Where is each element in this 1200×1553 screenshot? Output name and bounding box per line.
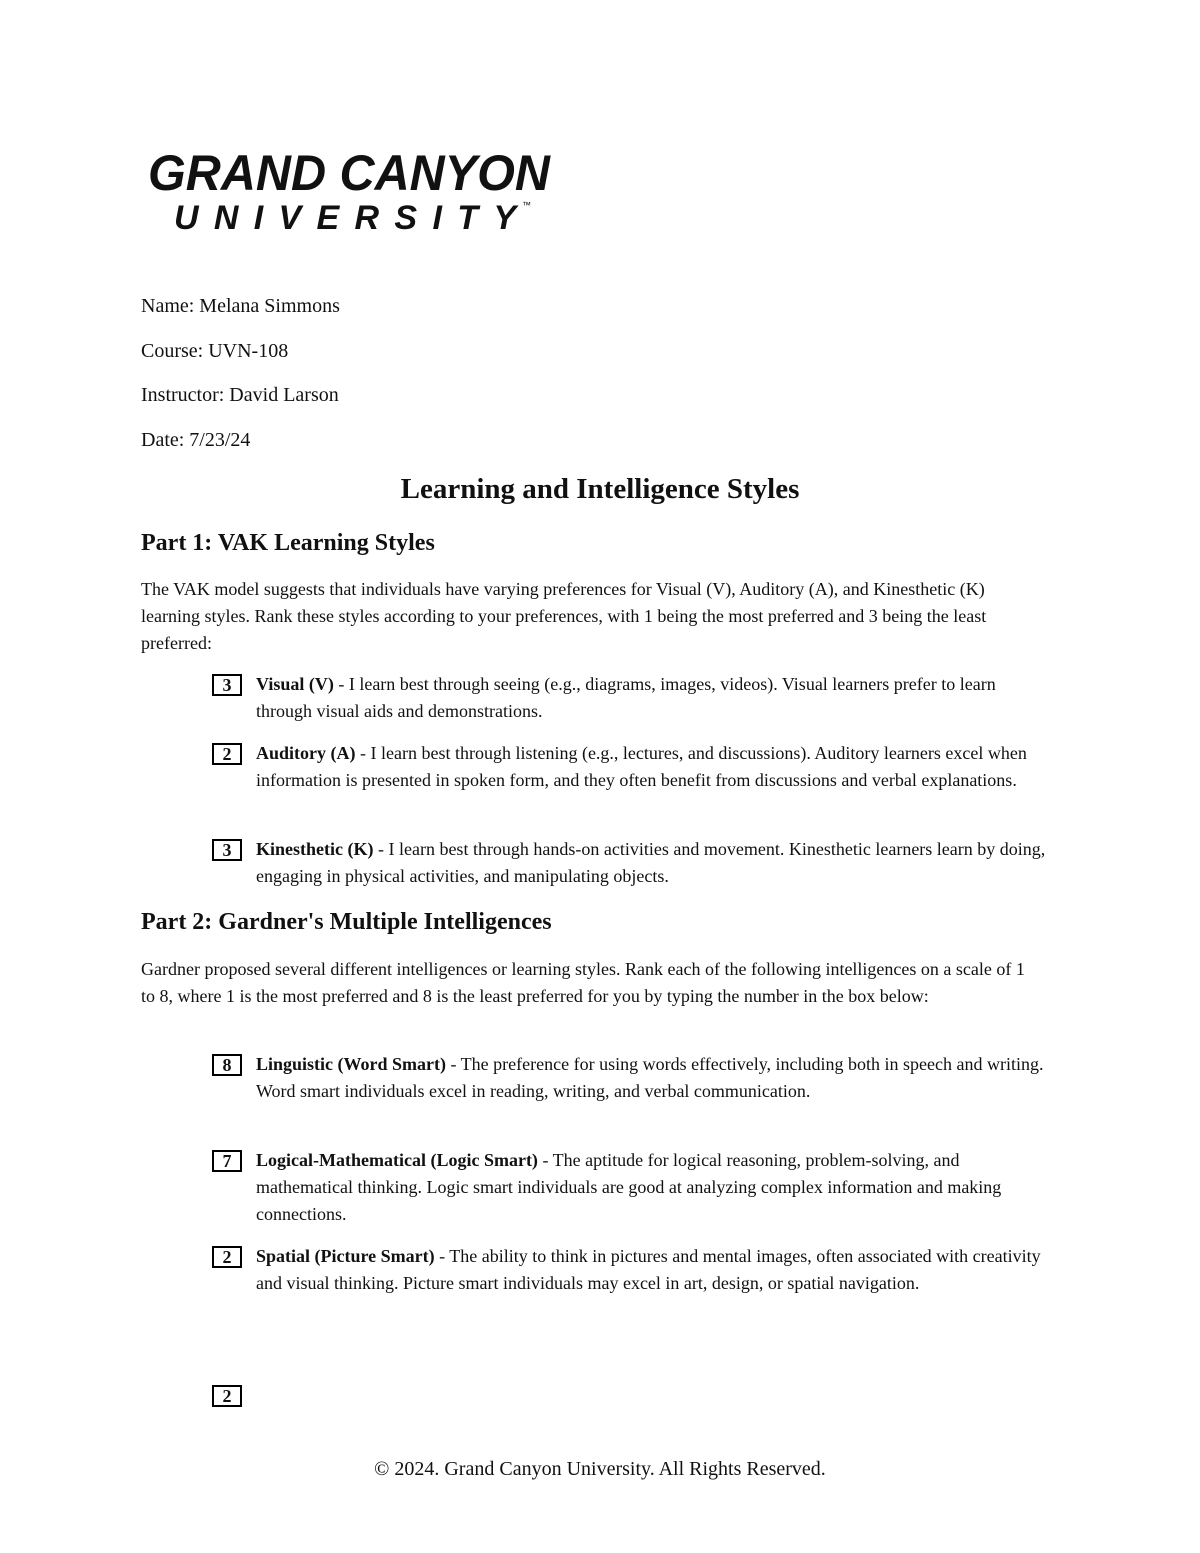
instructor-line: Instructor: David Larson — [141, 384, 339, 406]
rank-input-logical-mathematical[interactable]: 7 — [212, 1150, 242, 1172]
item-description: - I learn best through seeing (e.g., diagrams, images, videos). Visual learners prefer to learn through visual aids and demonstrations. — [256, 674, 996, 721]
logo-trademark: ™ — [522, 200, 531, 210]
rank-input-visual[interactable]: 3 — [212, 674, 242, 696]
part2-intro: Gardner proposed several different intelligences or learning styles. Rank each of the following intelligences on a scale of 1 to 8, where 1 is the most preferred and 8 is the least preferred for you by typing the number in the box below: — [141, 959, 1025, 1006]
rank-input-linguistic[interactable]: 8 — [212, 1054, 242, 1076]
vak-item-text — [256, 836, 1056, 890]
rank-input-kinesthetic[interactable]: 3 — [212, 839, 242, 861]
document-title: Learning and Intelligence Styles — [400, 473, 800, 505]
logo-line-2: UNIVERSITY — [174, 199, 516, 237]
rank-input-spatial[interactable]: 2 — [212, 1246, 242, 1268]
rank-input-auditory[interactable]: 2 — [212, 743, 242, 765]
item-label: Logical-Mathematical (Logic Smart) — [256, 1150, 538, 1170]
item-description: - The ability to think in pictures and mental images, often associated with creativity and visual thinking. Picture smart individuals may excel in art, design, or spatial navigation. — [256, 1246, 1041, 1293]
item-description: - The preference for using words effectively, including both in speech and writing. Word smart individuals excel in reading, writing, and verbal communication. — [256, 1054, 1044, 1101]
vak-item-text — [256, 740, 1056, 794]
date-line: Date: 7/23/24 — [141, 429, 251, 451]
item-label: Kinesthetic (K) — [256, 839, 374, 859]
vak-item-text — [256, 671, 1056, 725]
item-label: Auditory (A) — [256, 743, 356, 763]
logo-wordmark — [146, 146, 556, 238]
item-description: - I learn best through listening (e.g., lectures, and discussions). Auditory learners excel when information is presented in spoken form, and they often benefit from discussions and verbal explanations. — [256, 743, 1027, 790]
rank-input-next[interactable]: 2 — [212, 1385, 242, 1407]
item-description: - The aptitude for logical reasoning, problem-solving, and mathematical thinking. Logic smart individuals are good at analyzing complex information and making connections. — [256, 1150, 1002, 1224]
copyright-footer: © 2024. Grand Canyon University. All Rights Reserved. — [374, 1458, 826, 1480]
mi-item-text — [256, 1051, 1056, 1105]
part2-heading: Part 2: Gardner's Multiple Intelligences — [141, 909, 552, 935]
mi-item-text — [256, 1243, 1056, 1297]
logo-line-1: GRAND CANYON — [148, 146, 551, 201]
university-logo — [146, 146, 556, 238]
item-label: Linguistic (Word Smart) — [256, 1054, 447, 1074]
item-label: Visual (V) — [256, 674, 334, 694]
part1-intro: The VAK model suggests that individuals have varying preferences for Visual (V), Auditory (A), and Kinesthetic (K) learning styles. Rank these styles according to your preferences, with 1 being the most preferred and 3 being the least preferred: — [141, 579, 987, 653]
course-line: Course: UVN-108 — [141, 340, 289, 362]
part1-heading: Part 1: VAK Learning Styles — [141, 530, 435, 556]
item-label: Spatial (Picture Smart) — [256, 1246, 435, 1266]
mi-item-text — [256, 1147, 1056, 1228]
item-description: - I learn best through hands-on activities and movement. Kinesthetic learners learn by doing, engaging in physical activities, and manipulating objects. — [256, 839, 1046, 886]
student-name: Name: Melana Simmons — [141, 295, 340, 317]
